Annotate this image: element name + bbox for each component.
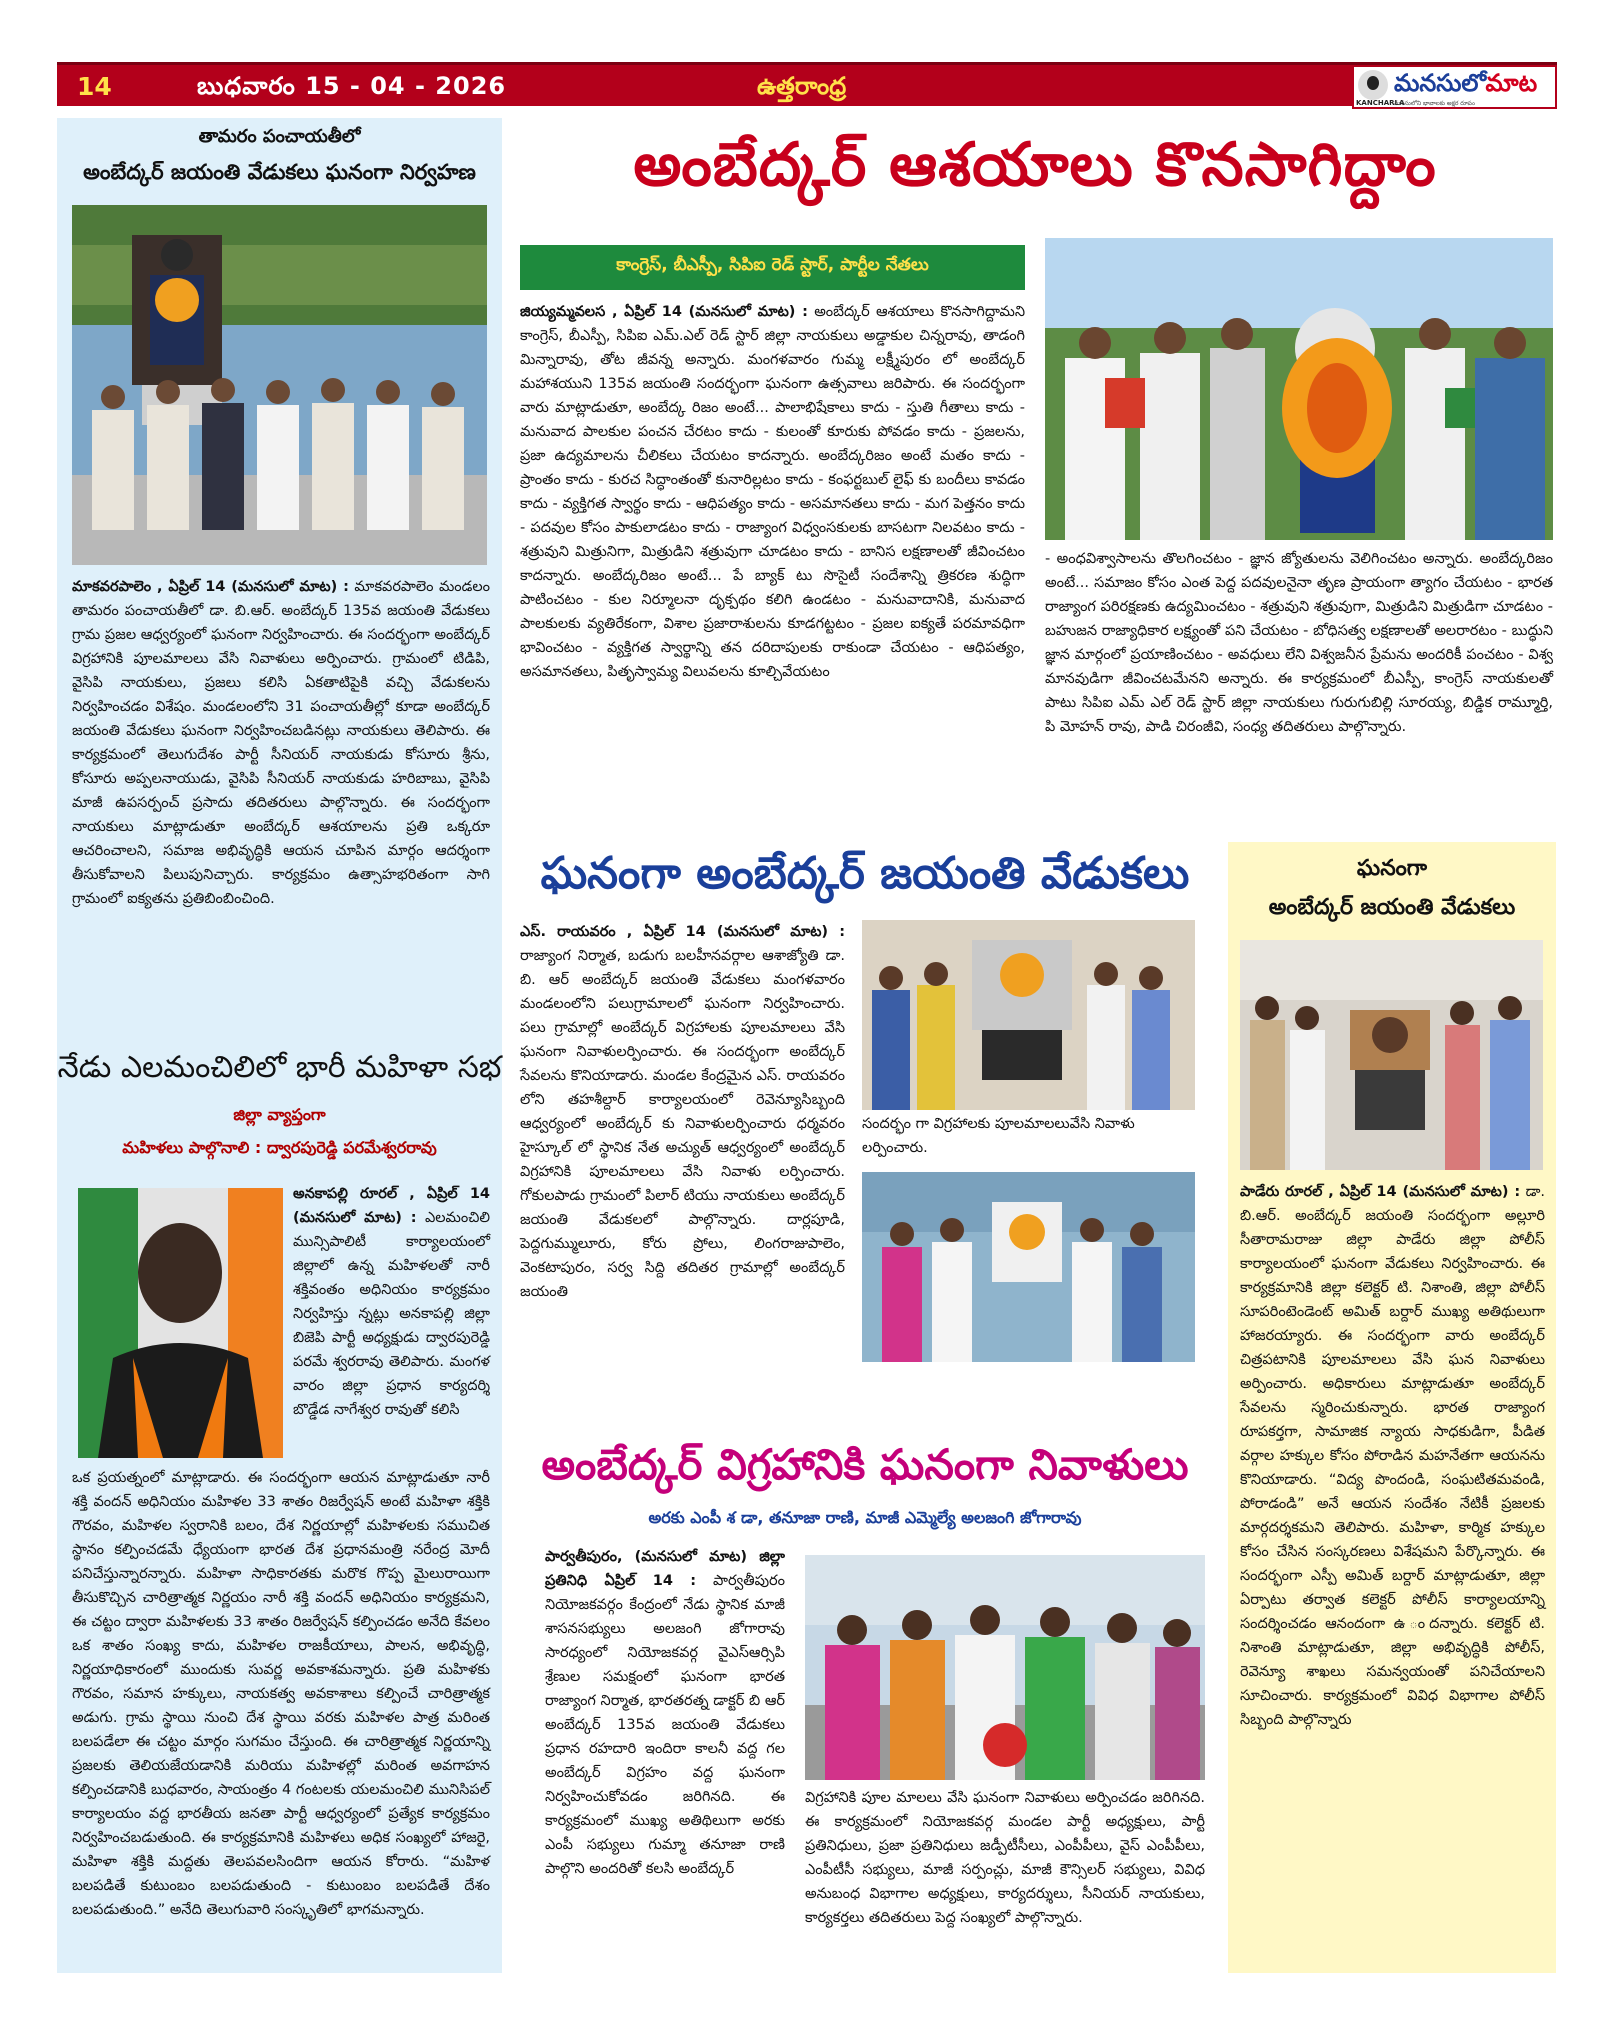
main-headline: అంబేద్కర్ ఆశయాలు కొనసాగిద్దాం	[633, 130, 1437, 200]
logo-name-1: మనసులో	[1394, 69, 1486, 97]
left-article-1-subheadline: తామరం పంచాయతీలో	[198, 126, 361, 147]
logo-subtext: KANCHARLA	[1356, 99, 1405, 107]
right-article-headline-1: ఘనంగా	[1356, 856, 1428, 881]
third-article-dateline: పార్వతీపురం, (మనసులో మాట) జిల్లా ప్రతినిధి ఏప్రిల్ 14 :	[545, 1549, 785, 1589]
region-label: ఉత్తరాంధ్ర	[757, 72, 847, 100]
left-article-2-subheadline-1: జిల్లా వ్యాప్తంగా	[233, 1105, 326, 1124]
second-article-dateline: ఎస్. రాయవరం , ఏప్రిల్ 14 (మనసులో మాట) :	[520, 924, 845, 940]
left-article-1-dateline: మాకవరపాలెం , ఏప్రిల్ 14 (మనసులో మాట) :	[72, 579, 349, 595]
left-article-2-subheadline-2: మహిళలు పాల్గొనాలి : ద్వారపురెడ్డి పరమేశ్వరరావు	[122, 1138, 437, 1157]
left-article-2-dateline: అనకాపల్లి రూరల్ , ఏప్రిల్ 14 (మనసులో మాట) :	[293, 1186, 490, 1226]
third-article-body-2: విగ్రహానికి పూల మాలలు వేసి ఘనంగా నివాళులు అర్పించడం జరిగినది. ఈ కార్యక్రమంలో నియోజకవర్గ మండల పార్టీ అధ్యక్షులు, పార్టీ ప్రతినిధులు, ప్రజా ప్రతినిధులు జడ్పీటీసీలు, ఎంపీపీలు, వైస్ ఎంపీపీలు, ఎంపీటీసీ సభ్యులు, మాజీ సర్పంచ్లు, మాజీ కౌన్సిలర్ సభ్యులు, వివిధ అనుబంధ విభాగాల అధ్యక్షులు, కార్యదర్శులు, సీనియర్ నాయకులు, కార్యకర్తలు తదితరులు పెద్ద సంఖ్యలో పాల్గొన్నారు.	[805, 1790, 1205, 1926]
main-subheadline: కాంగ్రెస్, బీఎస్పీ, సిపిఐ రెడ్ స్టార్, పార్టీల నేతలు	[616, 255, 929, 275]
right-article-text: డా. బి.ఆర్. అంబేద్కర్ జయంతి సందర్భంగా అల్లూరి సీతారామరాజు జిల్లా పాడేరు జిల్లా పోలీస్ కార్యాలయంలో ఘనంగా వేడుకలు నిర్వహించారు. ఈ కార్యక్రమానికి జిల్లా కలెక్టర్ టి. నిశాంతి, జిల్లా పోలీస్ సూపరింటెండెంట్ అమిత్ బర్దార్ ముఖ్య అతిథులుగా హాజరయ్యారు. ఈ సందర్భంగా వారు అంబేద్కర్ చిత్రపటానికి పూలమాలలు వేసి ఘన నివాళులు అర్పించారు. అధికారులు మాట్లాడుతూ అంబేద్కర్ సేవలను స్మరించుకున్నారు. భారత రాజ్యాంగ రూపకర్తగా, సామాజిక న్యాయ సాధకుడిగా, పీడిత వర్గాల హక్కుల కోసం పోరాడిన మహనేతగా ఆయనను కొనియాడారు. “విద్య పొందండి, సంఘటితమవండి, పోరాడండి” అనే ఆయన సందేశం నేటికీ ప్రజలకు మార్గదర్శకమని తెలిపారు. మహిళా, కార్మిక హక్కుల కోసం చేసిన సంస్కరణలు విశేషమని పేర్కొన్నారు. ఈ సందర్భంగా ఎస్పీ అమిత్ బర్దార్ మాట్లాడుతూ, జిల్లా ఏర్పాటు తర్వాత కలెక్టర్ పోలీస్ కార్యాలయాన్ని సందర్శించడం ఆనందంగా ఉ ందన్నారు. కలెక్టర్ టి. నిశాంతి మాట్లాడుతూ, జిల్లా అభివృద్ధికి పోలీస్, రెవెన్యూ శాఖలు సమన్వయంతో పనిచేయాలని సూచించారు. కార్యక్రమంలో వివిధ విభాగాల పోలీస్ సిబ్బంది పాల్గొన్నారు	[1240, 1184, 1545, 1728]
right-article-body	[1240, 1180, 1545, 1732]
left-article-1-headline: అంబేద్కర్ జయంతి వేడుకలు ఘనంగా నిర్వహణ	[83, 160, 476, 184]
group-photo-statue	[72, 205, 487, 565]
newspaper-logo	[1352, 65, 1557, 109]
page-header	[57, 62, 1557, 106]
left-article-2-side-text	[293, 1182, 490, 1422]
third-article-subheadline: అరకు ఎంపీ శ డా, తనూజా రాణి, మాజీ ఎమ్మెల్యే అలజంగి జోగారావు	[648, 1508, 1082, 1527]
left-article-1-text: మాకవరపాలెం మండలం తామరం పంచాయతీలో డా. బి.ఆర్. అంబేద్కర్ 135వ జయంతి వేడుకలు గ్రామ ప్రజల ఆధ్వర్యంలో ఘనంగా నిర్వహించారు. ఈ సందర్భంగా అంబేద్కర్ విగ్రహానికి పూలమాలలు వేసి నివాళులు అర్పించారు. గ్రామంలో టిడిపి, వైసిపి నాయకులు, ప్రజలు కలిసి ఏకతాటిపైకి వచ్చి వేడుకలను నిర్వహించడం విశేషం. మండలంలోని 31 పంచాయతీల్లో కూడా అంబేద్కర్ జయంతి వేడుకలు ఘనంగా నిర్వహించబడినట్లు నాయకులు తెలిపారు. ఈ కార్యక్రమంలో తెలుగుదేశం పార్టీ సీనియర్ నాయకుడు కోసూరు శ్రీను, కోసూరు అప్పలనాయుడు, వైసిపి సీనియర్ నాయకుడు హరిబాబు, వైసిపి మాజీ ఉపసర్పంచ్ ప్రసాదు తదితరులు పాల్గొన్నారు. ఈ సందర్భంగా నాయకులు మాట్లాడుతూ అంబేద్కర్ ఆశయాలను ప్రతి ఒక్కరూ ఆచరించాలని, సమాజ అభివృద్ధికి ఆయన చూపిన మార్గం ఆదర్శంగా తీసుకోవాలని పిలుపునిచ్చారు. కార్యక్రమం ఉత్సాహభరితంగా సాగి గ్రామంలో ఐక్యతను ప్రతిబింబించింది.	[72, 579, 490, 907]
third-article-text-1: పార్వతీపురం నియోజకవర్గం కేంద్రంలో నేడు స్థానిక మాజీ శాసనసభ్యులు అలజంగి జోగారావు సారధ్యంలో నియోజకవర్గ వైఎస్ఆర్సిపి శ్రేణుల సమక్షంలో ఘనంగా భారత రాజ్యాంగ నిర్మాత, భారతరత్న డాక్టర్ బి ఆర్ అంబేద్కర్ 135వ జయంతి వేడుకలు ప్రధాన రహదారి ఇందిరా కాలనీ వద్ద గల అంబేద్కర్ విగ్రహం వద్ద ఘనంగా నిర్వహించుకోవడం జరిగినది. ఈ కార్యక్రమంలో ముఖ్య అతిథిలుగా అరకు ఎంపీ సభ్యులు గుమ్మా తనూజా రాణి పాల్గొని అందరితో కలసి అంబేద్కర్	[545, 1573, 785, 1877]
office-tribute-photo	[862, 920, 1195, 1110]
main-subheadline-strip	[520, 245, 1025, 290]
portrait-icon	[1358, 70, 1388, 100]
logo-tagline: మనసులోని భావాలకు అక్షర రూపం	[1394, 100, 1475, 107]
statue-garland-photo	[1045, 238, 1553, 540]
school-tribute-photo	[862, 1172, 1195, 1362]
left-article-2-body: ఒక ప్రయత్నంలో మాట్లాడారు. ఈ సందర్భంగా ఆయన మాట్లాడుతూ నారీ శక్తి వందన్ అధినియం మహిళల 33 శాతం రిజర్వేషన్ అంటే మహిళా శక్తికి గౌరవం, మహిళల స్వరానికి బలం, దేశ నిర్ణయాల్లో మహిళలకు సముచిత స్థానం కల్పించడమే ధ్యేయంగా భారత దేశ ప్రధానమంత్రి నరేంద్ర మోదీ పనిచేస్తున్నారన్నారు. మహిళా సాధికారతకు మరొక గొప్ప మైలురాయిగా తీసుకొచ్చిన చారిత్రాత్మక నిర్ణయం నారీ శక్తి వందన్ అధినియం కార్యక్రమని, ఈ చట్టం ద్వారా మహిళలకు 33 శాతం రిజర్వేషన్ కల్పించడం అనేది కేవలం ఒక శాతం సంఖ్య కాదు, మహిళల రాజకీయాలు, పాలన, అభివృద్ధి, నిర్ణయాధికారంలో ముందుకు సువర్ణ అవకాశమన్నారు. ప్రతి మహిళకు గౌరవం, సమాన హక్కులు, నాయకత్వ అవకాశాలు కల్పించే చారిత్రాత్మక అడుగు. గ్రామ స్థాయి నుంచి దేశ స్థాయి వరకు మహిళల పాత్ర మరింత బలపడేలా ఈ చట్టం మార్గం సుగమం చేస్తుంది. ఈ చారిత్రాత్మక నిర్ణయాన్ని ప్రజలకు తెలియజేయడానికి మరియు మహిళల్లో మరింత అవగాహన కల్పించడానికి బుధవారం, సాయంత్రం 4 గంటలకు యలమంచిలి మునిసిపల్ కార్యాలయం వద్ద భారతీయ జనతా పార్టీ ఆధ్వర్యంలో ప్రత్యేక కార్యక్రమం నిర్వహించబడుతుంది. ఈ కార్యక్రమానికి మహిళలు అధిక సంఖ్యలో హాజరై, మహిళా శక్తికి మద్దతు తెలపవలసిందిగా ఆయన కోరారు. “మహిళ బలపడితే కుటుంబం బలపడుతుంది - కుటుంబం బలపడితే దేశం బలపడుతుంది.” అనేది తెలుగువారి సంస్కృతిలో భాగమన్నారు.	[72, 1470, 490, 1918]
third-article-headline: అంబేద్కర్ విగ్రహానికి ఘనంగా నివాళులు	[541, 1440, 1189, 1489]
third-article-body-1	[545, 1545, 785, 1881]
right-article-dateline: పాడేరు రూరల్ , ఏప్రిల్ 14 (మనసులో మాట) :	[1240, 1184, 1521, 1200]
right-article-headline-2: అంబేద్కర్ జయంతి వేడుకలు	[1268, 895, 1516, 920]
main-article-body-2: - అంధవిశ్వాసాలను తొలగించటం - జ్ఞాన జ్యోతులను వెలిగించటం అన్నారు. అంబేద్కరిజం అంటే... సమాజం కోసం ఎంత పెద్ద పదవులనైనా తృణ ప్రాయంగా త్యాగం చేయటం - భారత రాజ్యాంగ పరిరక్షణకు ఉద్యమించటం - శత్రువుని శత్రువుగా, మిత్రుడిని మిత్రుడిగా చూడటం - బహుజన రాజ్యాధికార లక్ష్యంతో పని చేయటం - బోధిసత్వ లక్షణాలతో అలరారటం - బుద్ధుని జ్ఞాన మార్గంలో ప్రయాణించటం - అవధులు లేని విశ్వజనీన ప్రేమను అందరికీ పంచటం - విశ్వ మానవుడిగా జీవించటమేనని అన్నారు. ఈ కార్యక్రమంలో బీఎస్పీ, కాంగ్రెస్ నాయకులతో పాటు సిపిఐ ఎమ్ ఎల్ రెడ్ స్టార్ జిల్లా నాయకులు గురుగుబిల్లి సూరయ్య, బిడ్డిక రామ్మూర్తి, పి మోహన్ రావు, పాడి చిరంజీవి, సంధ్య తదితరులు పాల్గొన్నారు.	[1045, 551, 1553, 735]
police-office-photo	[1240, 940, 1543, 1170]
logo-name-2: మాట	[1485, 69, 1538, 97]
page-number: 14	[77, 72, 112, 101]
main-article-dateline: జియ్యమ్మవలస , ఏప్రిల్ 14 (మనసులో మాట) :	[520, 304, 808, 320]
speaker-portrait-photo	[78, 1188, 283, 1458]
mp-tribute-photo	[805, 1555, 1205, 1780]
second-article-caption: సందర్భం గా విగ్రహాలకు పూలమాలలువేసి నివాళు లర్పించారు.	[862, 1116, 1135, 1156]
left-article-2-side-body: ఎలమంచిలి మున్సిపాలిటీ కార్యాలయంలో జిల్లాలో ఉన్న మహిళలతో నారీ శక్తివంతం అధినియం కార్యక్రమం నిర్వహిస్తు న్నట్లు అనకాపల్లి జిల్లా బిజెపి పార్టీ అధ్యక్షుడు ద్వారపురెడ్డి పరమే శ్వరరావు తెలిపారు. మంగళ వారం జిల్లా ప్రధాన కార్యదర్శి బొడ్డేడ నాగేశ్వర రావుతో కలిసి	[293, 1210, 490, 1418]
main-article-body-1	[520, 300, 1025, 684]
issue-date: బుధవారం 15 - 04 - 2026	[197, 72, 507, 100]
left-article-2-headline: నేడు ఎలమంచిలిలో భారీ మహిళా సభ	[57, 1050, 502, 1085]
left-article-1-body	[72, 575, 490, 911]
second-article-body	[520, 920, 845, 1304]
second-article-headline: ఘనంగా అంబేద్కర్ జయంతి వేడుకలు	[540, 848, 1190, 899]
logo-wordmark	[1394, 69, 1537, 103]
main-article-text-1: అంబేద్కర్ ఆశయాలు కొనసాగిద్దామని కాంగ్రెస్, బీఎస్పీ, సిపిఐ ఎమ్.ఎల్ రెడ్ స్టార్ జిల్లా నాయకులు అడ్డాకుల చిన్నరావు, తాడంగి మిన్నారావు, తోట జీవన్న అన్నారు. మంగళవారం గుమ్మ లక్ష్మీపురం లో అంబేద్కర్ మహాశయుని 135వ జయంతి సందర్భంగా ఘనంగా ఉత్సవాలు జరిపారు. ఈ సందర్భంగా వారు మాట్లాడుతూ, అంబేద్క రిజం అంటే... పాలాభిషేకాలు కాదు - స్తుతి గీతాలు కాదు - మనువాద పాలకుల పంచన చేరటం కాదు - కులంతో కూరుకు పోవడం కాదు - ప్రజలను, ప్రజా ఉద్యమాలను చీలికలు చేయటం కాదన్నారు. అంబేద్కరిజం అంటే మతం కాదు - ప్రాంతం కాదు - కురచ సిద్ధాంతంతో కునారిల్లటం కాదు - కంఫర్టబుల్ లైఫ్ కు బందీలు కావడం కాదు - వ్యక్తిగత స్వార్థం కాదు - ఆధిపత్యం కాదు - అసమానతలు కాదు - మగ పెత్తనం కాదు - పదవుల కోసం పాకులాడటం కాదు - రాజ్యాంగ విధ్వంసకులకు బాసటగా నిలవటం కాదు - శత్రువుని మిత్రునిగా, మిత్రుడిని శత్రువుగా చూడటం కాదు - బానిస లక్షణాలతో జీవించటం కాదన్నారు. అంబేద్కరిజం అంటే... పే బ్యాక్ టు సొసైటీ సందేశాన్ని త్రికరణ శుద్ధిగా పాటించటం - కుల నిర్మూలనా దృక్పథం కలిగి ఉండటం - మనువాదానికి, మనువాద పాలకులకు వ్యతిరేకంగా, విశాల ప్రజారాశులను కూడగట్టటం - ప్రజల ఐక్యతే పరమావధిగా భావించటం - వ్యక్తిగత స్వార్థాన్ని తన దరిదాపులకు రాకుండా చేయటం - ఆధిపత్యం, అసమానతలు, పితృస్వామ్య విలువలను కూల్చివేయటం	[520, 304, 1026, 680]
second-article-text: రాజ్యాంగ నిర్మాత, బడుగు బలహీనవర్గాల ఆశాజ్యోతి డా. బి. ఆర్ అంబేద్కర్ జయంతి వేడుకలు మంగళవారం మండలంలోని పలుగ్రామాలలో ఘనంగా నిర్వహించారు. పలు గ్రామాల్లో అంబేద్కర్ విగ్రహాలకు పూలమాలలు వేసి ఘనంగా నివాళులర్పించారు. ఈ సందర్భంగా అంబేద్కర్ సేవలను కొనియాడారు. మండల కేంద్రమైన ఎస్. రాయవరం లోని తహశీల్దార్ కార్యాలయంలో రెవెన్యూసిబ్బంది ఆధ్వర్యంలో అంబేద్కర్ కు నివాళులర్పించారు ధర్మవరం హైస్కూల్ లో స్థానిక నేత అచ్యుత్ ఆధ్వర్యంలో అంబేద్కర్ విగ్రహానికి పూలమాలలు వేసి నివాళు లర్పించారు. గోకులపాడు గ్రామంలో పిలార్ టియు నాయకులు అంబేద్కర్ జయంతి వేడుకలలో పాల్గొన్నారు. దార్లపూడి, పెద్దగుమ్ములూరు, కోరు ప్రోలు, లింగరాజుపాలెం, వెంకటాపురం, సర్వ సిద్ది తదితర గ్రామాల్లో అంబేద్కర్ జయంతి	[520, 948, 845, 1300]
